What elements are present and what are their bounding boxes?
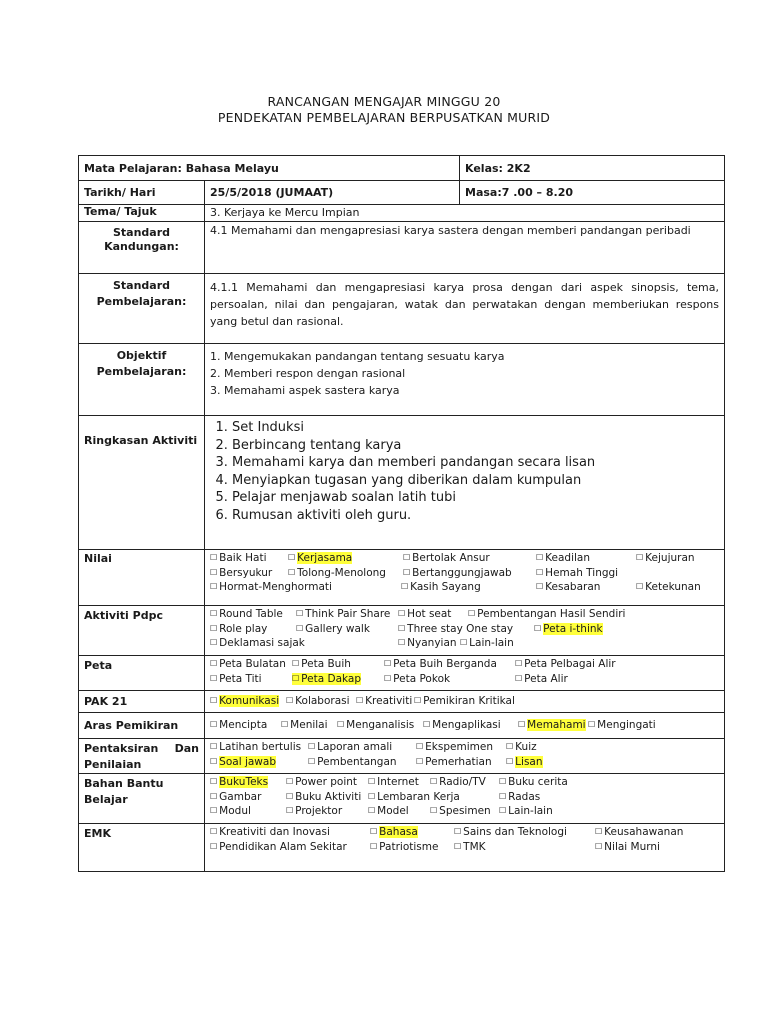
checkbox-icon[interactable]: ☐ bbox=[210, 638, 218, 647]
checkbox-icon[interactable]: ☐ bbox=[370, 841, 378, 851]
row-peta bbox=[79, 656, 725, 691]
bahan-option[interactable]: ☐ Modul bbox=[210, 805, 251, 817]
checkbox-icon[interactable]: ☐ bbox=[210, 756, 218, 766]
checkbox-icon[interactable]: ☐ bbox=[515, 659, 523, 668]
document-subtitle: PENDEKATAN PEMBELAJARAN BERPUSATKAN MURID bbox=[217, 110, 551, 125]
nilai-option[interactable]: ☐ Kesabaran bbox=[536, 581, 601, 593]
checkbox-icon[interactable]: ☐ bbox=[534, 623, 542, 633]
standard-kandungan-label: Standard Kandungan: bbox=[79, 222, 205, 274]
checkbox-icon[interactable]: ☐ bbox=[292, 659, 300, 668]
row-standard-pembelajaran bbox=[79, 274, 725, 344]
nilai-options bbox=[205, 550, 725, 606]
objektif-item: 3. Memahami aspek sastera karya bbox=[210, 384, 400, 397]
checkbox-icon[interactable]: ☐ bbox=[292, 673, 300, 683]
nilai-option[interactable]: ☐ Kasih Sayang bbox=[401, 581, 481, 593]
row-objektif bbox=[79, 344, 725, 416]
pak21-option[interactable]: ☐ Kreativiti bbox=[356, 695, 413, 708]
pentaksiran-option[interactable]: ☐ Ekspemimen bbox=[416, 741, 493, 753]
aras-option[interactable]: ☐ Mengaplikasi bbox=[423, 719, 501, 732]
checkbox-icon[interactable]: ☐ bbox=[384, 659, 392, 668]
emk-options bbox=[205, 824, 725, 872]
checkbox-icon[interactable]: ☐ bbox=[210, 673, 218, 683]
checkbox-icon[interactable]: ☐ bbox=[398, 623, 406, 633]
nilai-option[interactable]: ☐ Ketekunan bbox=[636, 581, 701, 593]
row-standard-kandungan bbox=[79, 222, 725, 274]
standard-kandungan-value: 4.1 Memahami dan mengapresiasi karya sastera dengan memberi pandangan peribadi bbox=[205, 222, 725, 274]
emk-option[interactable]: ☐ Keusahawanan bbox=[595, 826, 684, 838]
aras-option[interactable]: ☐ Menilai bbox=[281, 719, 328, 732]
kelas-cell: Kelas: 2K2 bbox=[460, 156, 725, 181]
row-tarikh bbox=[79, 181, 725, 205]
checkbox-icon[interactable]: ☐ bbox=[536, 582, 544, 591]
pdpc-option[interactable]: ☐ Gallery walk bbox=[296, 622, 370, 635]
checkbox-icon[interactable]: ☐ bbox=[210, 623, 218, 633]
checkbox-icon[interactable]: ☐ bbox=[468, 609, 476, 618]
checkbox-icon[interactable]: ☐ bbox=[536, 553, 544, 562]
objektif-item: 2. Memberi respon dengan rasional bbox=[210, 367, 406, 380]
row-nilai bbox=[79, 550, 725, 606]
activity-item: 6. Rumusan aktiviti oleh guru. bbox=[232, 507, 719, 525]
mata-pelajaran-cell: Mata Pelajaran: Bahasa Melayu bbox=[79, 156, 460, 181]
pdpc-option[interactable]: ☐ Peta i-think bbox=[534, 622, 603, 635]
tarikh-value: 25/5/2018 (JUMAAT) bbox=[205, 181, 460, 205]
tema-label: Tema/ Tajuk bbox=[79, 205, 205, 222]
objektif-item: 1. Mengemukakan pandangan tentang sesuatu karya bbox=[210, 350, 505, 363]
activity-item: 2. Berbincang tentang karya bbox=[232, 437, 719, 455]
checkbox-icon[interactable]: ☐ bbox=[210, 567, 218, 577]
checkbox-icon[interactable]: ☐ bbox=[398, 609, 406, 618]
pentaksiran-option[interactable]: ☐ Pemerhatian bbox=[416, 755, 492, 768]
checkbox-icon[interactable]: ☐ bbox=[368, 777, 376, 786]
peta-option[interactable]: ☐ Peta Alir bbox=[515, 672, 568, 685]
standard-pembelajaran-label: Standard Pembelajaran: bbox=[79, 274, 205, 344]
ringkasan-label: Ringkasan Aktiviti bbox=[79, 416, 205, 550]
checkbox-icon[interactable]: ☐ bbox=[356, 696, 364, 706]
checkbox-icon[interactable]: ☐ bbox=[368, 791, 376, 801]
checkbox-icon[interactable]: ☐ bbox=[210, 841, 218, 851]
nilai-option[interactable]: ☐ Kerjasama bbox=[288, 552, 353, 564]
checkbox-icon[interactable]: ☐ bbox=[210, 827, 218, 836]
row-aktiviti-pdpc bbox=[79, 606, 725, 656]
emk-option[interactable]: ☐ Kreativiti dan Inovasi bbox=[210, 826, 330, 838]
checkbox-icon[interactable]: ☐ bbox=[370, 827, 378, 836]
checkbox-icon[interactable]: ☐ bbox=[296, 609, 304, 618]
row-pentaksiran bbox=[79, 739, 725, 774]
checkbox-icon[interactable]: ☐ bbox=[210, 659, 218, 668]
checkbox-icon[interactable]: ☐ bbox=[286, 696, 294, 706]
bahan-option[interactable]: ☐ BukuTeks bbox=[210, 776, 269, 788]
row-pak21 bbox=[79, 691, 725, 713]
activity-item: 4. Menyiapkan tugasan yang diberikan dalam kumpulan bbox=[232, 472, 719, 490]
objektif-list bbox=[205, 344, 725, 416]
checkbox-icon[interactable]: ☐ bbox=[286, 791, 294, 801]
peta-option[interactable]: ☐ Peta Dakap bbox=[292, 672, 361, 685]
peta-option[interactable]: ☐ Peta Pokok bbox=[384, 672, 451, 685]
checkbox-icon[interactable]: ☐ bbox=[636, 582, 644, 591]
emk-option[interactable]: ☐ Bahasa bbox=[370, 826, 418, 838]
aras-option[interactable]: ☐ Menganalisis bbox=[337, 719, 415, 732]
checkbox-icon[interactable]: ☐ bbox=[398, 638, 406, 647]
checkbox-icon[interactable]: ☐ bbox=[286, 777, 294, 786]
nilai-option[interactable]: ☐ Kejujuran bbox=[636, 552, 695, 564]
checkbox-icon[interactable]: ☐ bbox=[210, 609, 218, 618]
bahan-option[interactable]: ☐ Spesimen bbox=[430, 805, 491, 817]
checkbox-icon[interactable]: ☐ bbox=[288, 553, 296, 562]
emk-option[interactable]: ☐ Pendidikan Alam Sekitar bbox=[210, 840, 347, 853]
checkbox-icon[interactable]: ☐ bbox=[515, 673, 523, 683]
peta-option[interactable]: ☐ Peta Titi bbox=[210, 672, 262, 685]
bahan-option[interactable]: ☐ Lain-lain bbox=[499, 805, 553, 817]
peta-label: Peta bbox=[79, 656, 205, 691]
checkbox-icon[interactable]: ☐ bbox=[595, 841, 603, 851]
checkbox-icon[interactable]: ☐ bbox=[499, 791, 507, 801]
pentaksiran-option[interactable]: ☐ Lisan bbox=[506, 755, 543, 768]
activity-item: 5. Pelajar menjawab soalan latih tubi bbox=[232, 489, 719, 507]
pentaksiran-option[interactable]: ☐ Kuiz bbox=[506, 741, 537, 753]
checkbox-icon[interactable]: ☐ bbox=[210, 791, 218, 801]
checkbox-icon[interactable]: ☐ bbox=[210, 582, 218, 591]
checkbox-icon[interactable]: ☐ bbox=[460, 638, 468, 647]
checkbox-icon[interactable]: ☐ bbox=[403, 567, 411, 577]
pdpc-option[interactable]: ☐ Lain-lain bbox=[460, 637, 514, 649]
bahan-option[interactable]: ☐ Lembaran Kerja bbox=[368, 790, 460, 803]
peta-options bbox=[205, 656, 725, 691]
nilai-option[interactable]: ☐ Bertanggungjawab bbox=[403, 566, 512, 579]
peta-option[interactable]: ☐ Peta Pelbagai Alir bbox=[515, 658, 616, 670]
checkbox-icon[interactable]: ☐ bbox=[506, 742, 514, 751]
checkbox-icon[interactable]: ☐ bbox=[506, 756, 514, 766]
checkbox-icon[interactable]: ☐ bbox=[368, 806, 376, 815]
checkbox-icon[interactable]: ☐ bbox=[430, 777, 438, 786]
checkbox-icon[interactable]: ☐ bbox=[423, 720, 431, 730]
nilai-option[interactable]: ☐ Bersyukur bbox=[210, 566, 273, 579]
emk-option[interactable]: ☐ TMK bbox=[454, 840, 486, 853]
pak21-option[interactable]: ☐ Pemikiran Kritikal bbox=[414, 695, 515, 708]
standard-pembelajaran-value: 4.1.1 Memahami dan mengapresiasi karya prosa dengan dari aspek sinopsis, tema, persoalan, nilai dan pengajaran, watak dan perwatakan dengan memberiukan respons yang betul dan rasional. bbox=[205, 274, 725, 344]
checkbox-icon[interactable]: ☐ bbox=[288, 567, 296, 577]
checkbox-icon[interactable]: ☐ bbox=[308, 742, 316, 751]
checkbox-icon[interactable]: ☐ bbox=[536, 567, 544, 577]
bahan-option[interactable]: ☐ Radio/TV bbox=[430, 776, 486, 788]
bahan-option[interactable]: ☐ Gambar bbox=[210, 790, 262, 803]
checkbox-icon[interactable]: ☐ bbox=[281, 720, 289, 730]
nilai-option[interactable]: ☐ Bertolak Ansur bbox=[403, 552, 490, 564]
pentaksiran-option[interactable]: ☐ Soal jawab bbox=[210, 755, 276, 768]
checkbox-icon[interactable]: ☐ bbox=[416, 742, 424, 751]
pdpc-option[interactable]: ☐ Pembentangan Hasil Sendiri bbox=[468, 608, 626, 620]
tarikh-label: Tarikh/ Hari bbox=[79, 181, 205, 205]
aras-label: Aras Pemikiran bbox=[79, 713, 205, 739]
checkbox-icon[interactable]: ☐ bbox=[337, 720, 345, 730]
nilai-option[interactable]: ☐ Hemah Tinggi bbox=[536, 566, 619, 579]
activity-item: 1. Set Induksi bbox=[232, 419, 719, 437]
checkbox-icon[interactable]: ☐ bbox=[518, 720, 526, 730]
row-aras-pemikiran bbox=[79, 713, 725, 739]
checkbox-icon[interactable]: ☐ bbox=[286, 806, 294, 815]
emk-option[interactable]: ☐ Patriotisme bbox=[370, 840, 439, 853]
checkbox-icon[interactable]: ☐ bbox=[414, 696, 422, 706]
document-title: RANCANGAN MENGAJAR MINGGU 20 bbox=[267, 94, 501, 109]
nilai-option[interactable]: ☐ Hormat-Menghormati bbox=[210, 581, 332, 593]
row-tema bbox=[79, 205, 725, 222]
bahan-options bbox=[205, 774, 725, 824]
pdpc-options bbox=[205, 606, 725, 656]
pdpc-option[interactable]: ☐ Three stay One stay bbox=[398, 622, 514, 635]
bahan-label: Bahan Bantu Belajar bbox=[79, 774, 205, 824]
checkbox-icon[interactable]: ☐ bbox=[403, 553, 411, 562]
peta-option[interactable]: ☐ Peta Bulatan bbox=[210, 658, 286, 670]
nilai-label: Nilai bbox=[79, 550, 205, 606]
checkbox-icon[interactable]: ☐ bbox=[636, 553, 644, 562]
bahan-option[interactable]: ☐ Internet bbox=[368, 776, 419, 788]
aras-options bbox=[205, 713, 725, 739]
checkbox-icon[interactable]: ☐ bbox=[401, 582, 409, 591]
emk-label: EMK bbox=[79, 824, 205, 872]
pak21-options bbox=[205, 691, 725, 713]
pentaksiran-option[interactable]: ☐ Pembentangan bbox=[308, 755, 397, 768]
row-emk bbox=[79, 824, 725, 872]
checkbox-icon[interactable]: ☐ bbox=[210, 553, 218, 562]
pdpc-option[interactable]: ☐ Role play bbox=[210, 622, 268, 635]
masa-cell: Masa:7 .00 – 8.20 bbox=[460, 181, 725, 205]
pentaksiran-option[interactable]: ☐ Laporan amali bbox=[308, 741, 393, 753]
activity-item: 3. Memahami karya dan memberi pandangan secara lisan bbox=[232, 454, 719, 472]
bahan-option[interactable]: ☐ Model bbox=[368, 805, 409, 817]
tema-value: 3. Kerjaya ke Mercu Impian bbox=[205, 205, 725, 222]
checkbox-icon[interactable]: ☐ bbox=[588, 720, 596, 730]
row-ringkasan-aktiviti bbox=[79, 416, 725, 550]
pdpc-option[interactable]: ☐ Nyanyian bbox=[398, 637, 457, 649]
pdpc-option[interactable]: ☐ Hot seat bbox=[398, 608, 452, 620]
pak21-option[interactable]: ☐ Kolaborasi bbox=[286, 695, 350, 708]
aras-option[interactable]: ☐ Mengingati bbox=[588, 719, 656, 732]
checkbox-icon[interactable]: ☐ bbox=[296, 623, 304, 633]
row-bahan-bantu bbox=[79, 774, 725, 824]
peta-option[interactable]: ☐ Peta Buih Berganda bbox=[384, 658, 497, 670]
checkbox-icon[interactable]: ☐ bbox=[210, 777, 218, 786]
bahan-option[interactable]: ☐ Buku Aktiviti bbox=[286, 790, 362, 803]
pdpc-option[interactable]: ☐ Deklamasi sajak bbox=[210, 637, 305, 649]
nilai-option[interactable]: ☐ Keadilan bbox=[536, 552, 591, 564]
bahan-option[interactable]: ☐ Radas bbox=[499, 790, 541, 803]
checkbox-icon[interactable]: ☐ bbox=[430, 806, 438, 815]
checkbox-icon[interactable]: ☐ bbox=[210, 742, 218, 751]
aras-option[interactable]: ☐ Mencipta bbox=[210, 719, 268, 732]
emk-option[interactable]: ☐ Nilai Murni bbox=[595, 840, 660, 853]
aras-option[interactable]: ☐ Memahami bbox=[518, 719, 586, 732]
checkbox-icon[interactable]: ☐ bbox=[210, 806, 218, 815]
lesson-plan-table bbox=[78, 155, 725, 872]
objektif-label: Objektif Pembelajaran: bbox=[79, 344, 205, 416]
checkbox-icon[interactable]: ☐ bbox=[499, 806, 507, 815]
checkbox-icon[interactable]: ☐ bbox=[308, 756, 316, 766]
checkbox-icon[interactable]: ☐ bbox=[454, 827, 462, 836]
peta-option[interactable]: ☐ Peta Buih bbox=[292, 658, 351, 670]
checkbox-icon[interactable]: ☐ bbox=[595, 827, 603, 836]
emk-option[interactable]: ☐ Sains dan Teknologi bbox=[454, 826, 567, 838]
pak21-label: PAK 21 bbox=[79, 691, 205, 713]
checkbox-icon[interactable]: ☐ bbox=[416, 756, 424, 766]
nilai-option[interactable]: ☐ Baik Hati bbox=[210, 552, 267, 564]
pdpc-label: Aktiviti Pdpc bbox=[79, 606, 205, 656]
bahan-option[interactable]: ☐ Buku cerita bbox=[499, 776, 568, 788]
checkbox-icon[interactable]: ☐ bbox=[454, 841, 462, 851]
checkbox-icon[interactable]: ☐ bbox=[210, 696, 218, 706]
activity-list bbox=[210, 419, 719, 524]
pdpc-option[interactable]: ☐ Think Pair Share bbox=[296, 608, 391, 620]
row-mata-pelajaran bbox=[79, 156, 725, 181]
checkbox-icon[interactable]: ☐ bbox=[210, 720, 218, 730]
pentaksiran-option[interactable]: ☐ Latihan bertulis bbox=[210, 741, 302, 753]
pentaksiran-options bbox=[205, 739, 725, 774]
bahan-option[interactable]: ☐ Projektor bbox=[286, 805, 343, 817]
checkbox-icon[interactable]: ☐ bbox=[499, 777, 507, 786]
bahan-option[interactable]: ☐ Power point bbox=[286, 776, 358, 788]
pak21-option[interactable]: ☐ Komunikasi bbox=[210, 695, 280, 708]
pentaksiran-label: Pentaksiran Dan Penilaian bbox=[79, 739, 205, 774]
checkbox-icon[interactable]: ☐ bbox=[384, 673, 392, 683]
nilai-option[interactable]: ☐ Tolong-Menolong bbox=[288, 566, 386, 579]
pdpc-option[interactable]: ☐ Round Table bbox=[210, 608, 283, 620]
